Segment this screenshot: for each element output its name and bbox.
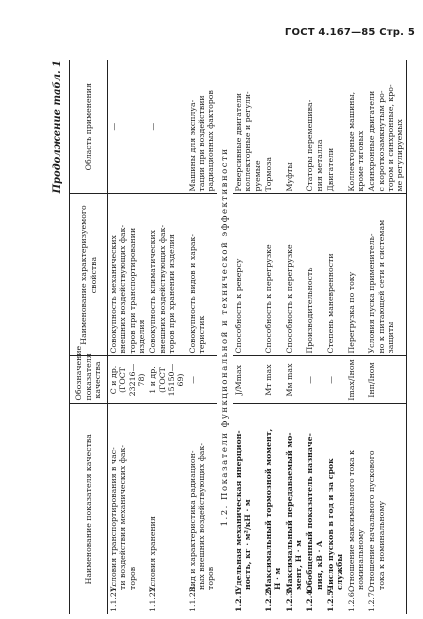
property-cell: Способность к реверсу	[233, 194, 263, 356]
property-cell: Степень маневренности	[325, 194, 346, 356]
indicator-cell: 1.2.1.Удельная механическая инерцион- ность, кг · м²/кН · м	[233, 430, 253, 612]
property-cell: Способность к перегрузке	[284, 194, 305, 356]
table-row	[108, 60, 148, 614]
area-cell: Коллекторные машины, кроме тяговых	[346, 60, 367, 194]
area-cell: —	[147, 60, 186, 194]
indicator-cell: 1.2.3.Максимальный передаваемый мо- мент, Н · м	[284, 432, 304, 612]
symbol-cell: —	[187, 356, 217, 404]
table-row	[304, 60, 325, 614]
table-row	[346, 60, 367, 614]
area-cell: Муфты	[284, 60, 305, 194]
area-cell: Машины для эксплуа- тации при воздействии радиационных факторов	[187, 60, 217, 194]
property-cell: Перегрузка по току	[346, 194, 367, 356]
rotated-table-area	[52, 52, 419, 614]
symbol-cell: Imax/Iном	[346, 356, 367, 404]
header-property: Наименование характеризуемого свойства	[70, 194, 108, 356]
area-cell: Реверсивные двигатели коллекторные и регули- руемые	[233, 60, 263, 194]
symbol-cell: С и др. (ГОСТ 23216—78)	[108, 356, 148, 404]
area-cell: Асинхронные двигатели с короткозамкнутым ро- тором и синхронные, кро- ме регулируемых	[366, 60, 406, 194]
table-header-row	[70, 60, 108, 614]
indicator-cell: 1.2.2.Максимальный тормозной момент, Н · м	[264, 428, 283, 612]
area-cell: Двигатели	[325, 60, 346, 194]
property-cell: Совокупность видов и харак- теристик	[187, 194, 217, 356]
area-cell: Тормоза	[263, 60, 284, 194]
table-row	[325, 60, 346, 614]
property-cell: Условия пуска применитель- но к питающей сети и системам защиты	[366, 194, 406, 356]
symbol-cell: —	[304, 356, 325, 404]
property-cell: Способность к перегрузке	[263, 194, 284, 356]
indicator-cell: 1.1.21.Условия транспортирования в час- ти воздействия механических фак- торов	[109, 444, 137, 612]
header-area: Область применения	[70, 60, 108, 194]
indicator-cell: 1.1.23.Вид и характеристика радиацион- ных внешних воздействующих фак- торов	[187, 443, 216, 612]
indicator-cell: 1.1.22.Условия хранения	[148, 516, 158, 612]
table-row	[263, 60, 284, 614]
table-row	[233, 60, 263, 614]
indicator-cell: 1.2.4.Обобщенный показатель назначе- ния, кВ · А	[305, 433, 324, 612]
area-cell: Статоры перемешива- ния металла	[304, 60, 325, 194]
area-cell: —	[108, 60, 148, 194]
indicator-cell: 1.2.5.Число пусков в год и за срок службы	[326, 458, 345, 612]
section-title: 1.2. Показатели функциональной и технической эффективности	[219, 147, 230, 527]
symbol-cell: —	[325, 356, 346, 404]
symbol-cell: J/Mmax	[233, 356, 263, 404]
table-row	[366, 60, 406, 614]
property-cell: Производительность	[304, 194, 325, 356]
table-row	[187, 60, 217, 614]
symbol-cell: 1 и др. (ГОСТ 15150—69)	[147, 356, 186, 404]
symbol-cell: Iнп/Iном	[366, 356, 406, 404]
symbol-cell: Mм max	[284, 356, 305, 404]
continuation-label: Продолжение табл. 1	[52, 60, 63, 194]
rotated-content	[52, 52, 419, 614]
header-symbol: Обозначение показателя качества	[70, 356, 108, 404]
symbol-cell: Mт max	[263, 356, 284, 404]
indicator-cell: 1.2.6.Отношение максимального тока к номинальному	[346, 449, 366, 612]
property-cell: Совокупность механических внешних воздействующих фак- торов при транспортировании изделия	[108, 194, 148, 356]
table-row	[147, 60, 186, 614]
header-indicator: Наименование показателя качества	[70, 404, 108, 614]
indicator-cell: 1.2.7.Отношение начального пускового тока к номинальному	[366, 404, 406, 614]
quality-table	[69, 60, 407, 614]
table-row	[284, 60, 305, 614]
property-cell: Совокупность климатических внешних воздействующих фак- торов при хранении изделия	[147, 194, 186, 356]
section-row	[217, 60, 233, 614]
page-header: ГОСТ 4.167—85 Стр. 5	[284, 27, 415, 38]
